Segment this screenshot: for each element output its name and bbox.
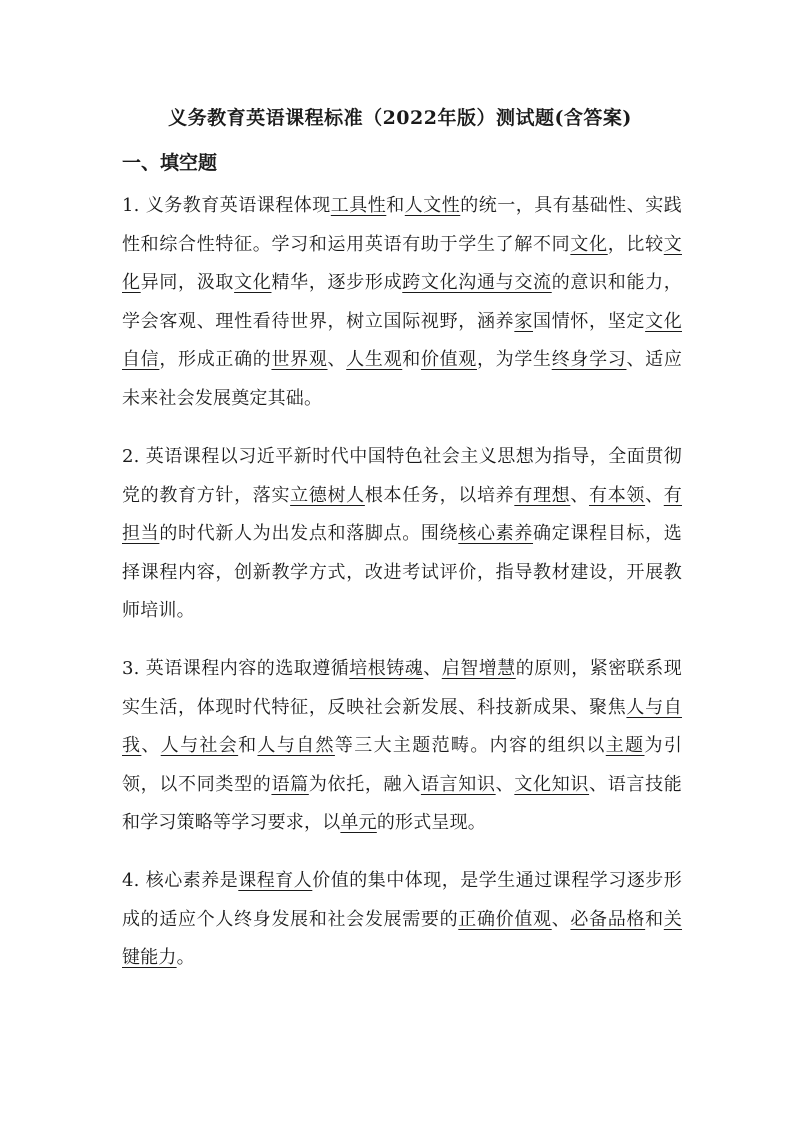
answer-blank: 世界观: [271, 349, 328, 371]
answer-blank: 启智增慧: [441, 658, 516, 679]
answer-blank: 语言知识: [420, 773, 496, 795]
question-text: 异同，汲取: [140, 272, 235, 294]
document-title: 义务教育英语课程标准（2022年版）测试题(含答案): [168, 107, 632, 129]
question-text: 、: [495, 773, 515, 795]
question-3: [122, 650, 682, 843]
question-text: 的时代新人为出发点和落脚点。围绕: [159, 523, 459, 545]
answer-blank: 文化自信: [122, 310, 682, 371]
question-text: 为依托，融入: [308, 773, 421, 795]
section-heading: 一、填空题: [122, 152, 218, 174]
question-1: [122, 187, 682, 419]
answer-blank: 文化: [234, 272, 272, 294]
question-text: 、: [645, 484, 664, 506]
answer-blank: 核心素养: [458, 523, 534, 545]
question-text: 精华，逐步形成: [271, 272, 403, 294]
answer-blank: 文化知识: [514, 773, 590, 795]
answer-blank: 课程育人: [238, 870, 313, 891]
question-text: 和: [645, 908, 664, 930]
question-text: 2. 英语课程以习近平新时代中国特色社会主义思想为指导，全面贯彻党的教育方针，落实: [122, 446, 682, 506]
question-text: 确定课程目标，选择课程内容，创新教学方式，改进考试评价，指导教材建设，开展教师培训。: [122, 523, 682, 622]
answer-blank: 文化: [570, 233, 608, 255]
question-text: 和: [386, 195, 405, 216]
answer-blank: 必备品格: [570, 908, 646, 930]
answer-blank: 关键能力: [122, 908, 683, 969]
answer-blank: 人与自然: [257, 735, 335, 757]
answer-blank: 人与社会: [160, 735, 239, 757]
question-text: 、: [141, 735, 161, 757]
answer-blank: 立德树人: [290, 484, 365, 506]
question-text: 。: [176, 947, 195, 969]
question-text: 的原则，紧密联系现实生活，体现时代特征，反映社会新发展、科技新成果、聚焦: [122, 658, 682, 718]
answer-blank: 人生观: [346, 349, 403, 371]
question-text: 、: [551, 908, 571, 930]
question-text: 根本任务，以培养: [364, 484, 515, 506]
answer-blank: 主题: [605, 735, 645, 757]
answer-blank: 有担当: [122, 484, 682, 545]
answer-blank: 人与自我: [122, 696, 682, 757]
question-text: 、: [423, 658, 442, 679]
question-text: 4. 核心素养是: [122, 870, 239, 891]
answer-blank: 人文性: [404, 195, 461, 216]
answer-blank: 家: [514, 310, 534, 332]
answer-blank: 有本领: [589, 484, 646, 506]
answer-blank: 终身学习: [551, 349, 627, 371]
question-text: 和: [402, 349, 421, 371]
answer-blank: 单元: [340, 812, 377, 834]
answer-blank: 价值观: [420, 349, 477, 371]
answer-blank: 跨文化沟通与交流: [402, 272, 552, 294]
question-text: 等三大主题范畴。内容的组织以: [334, 735, 606, 757]
question-text: 的统一，具有基础性、实践性和综合性特征。学习和运用英语有助于学生了解不同: [122, 195, 682, 255]
question-text: 1. 义务教育英语课程体现: [122, 195, 331, 216]
question-text: ，比较: [607, 233, 664, 255]
question-2: [122, 438, 682, 631]
question-text: 和: [238, 735, 258, 757]
question-text: 3. 英语课程内容的选取遵循: [122, 658, 350, 679]
question-4: [122, 862, 682, 978]
question-text: 的形式呈现。: [376, 812, 487, 834]
question-text: 为引领，以不同类型的: [122, 735, 683, 795]
answer-blank: 语篇: [271, 773, 309, 795]
question-text: 、语言技能和学习策略等学习要求，以: [122, 773, 683, 834]
question-text: 价值的集中体现，是学生通过课程学习逐步形成的适应个人终身发展和社会发展需要的: [122, 870, 682, 930]
question-text: 的意识和能力，学会客观、理性看待世界，树立国际视野，涵养: [122, 272, 683, 332]
answer-blank: 有理想: [514, 484, 571, 506]
answer-blank: 工具性: [330, 195, 387, 216]
question-text: 、适应未来社会发展奠定其础。: [122, 349, 683, 409]
answer-blank: 正确价值观: [458, 908, 552, 930]
answer-blank: 培根铸魂: [349, 658, 424, 679]
question-text: 国情怀，坚定: [533, 310, 646, 332]
question-text: ，为学生: [476, 349, 552, 371]
question-text: ，形成正确的: [159, 349, 272, 371]
question-text: 、: [327, 349, 347, 371]
question-text: 、: [570, 484, 590, 506]
answer-blank: 文化: [122, 233, 682, 294]
